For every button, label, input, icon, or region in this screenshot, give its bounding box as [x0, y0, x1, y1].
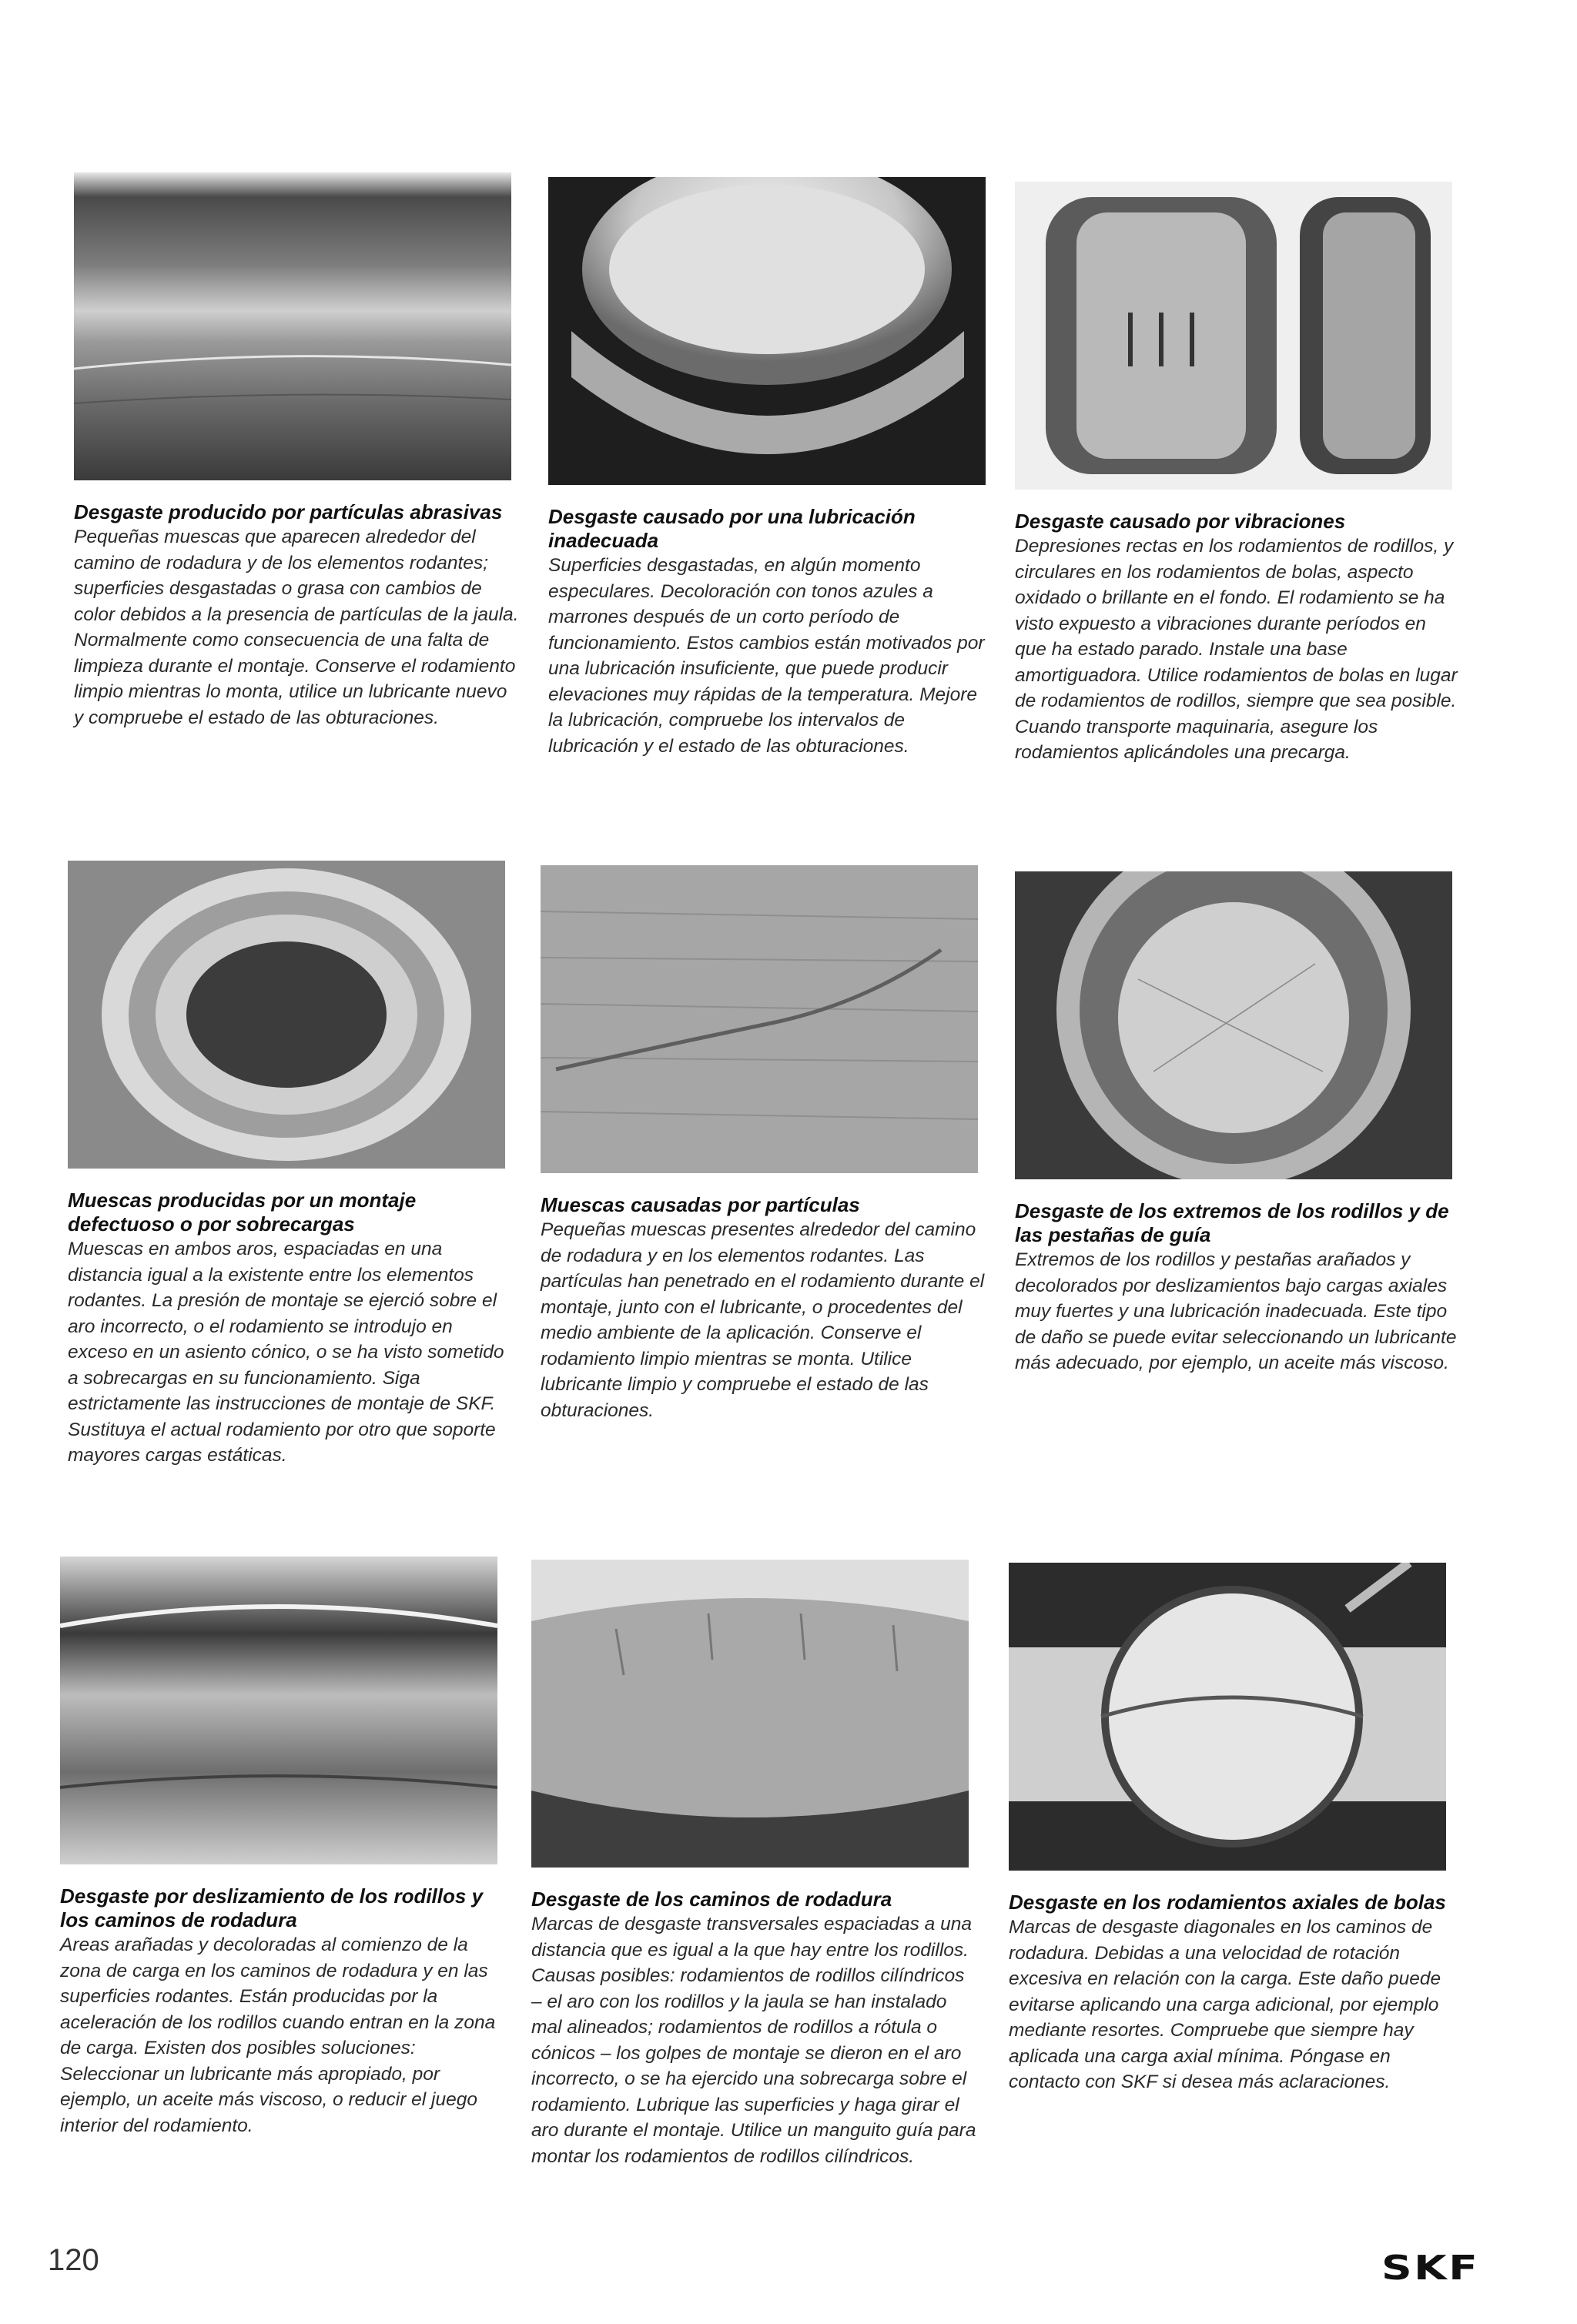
entry-text: Marcas de desgaste transversales espaciadas a una distancia que es igual a la que hay entre los rodillos. Causas posibles: rodamientos de rodillos cilíndricos – el aro con los rodillos y la jaula se han instalado mal alineados; rodamientos de rodillos a rótula o cónicos – los golpes de montaje se dieron en el aro incorrecto, o se ha ejercido una sobrecarga sobre el rodamiento. Lubrique las superficies y haga girar el aro durante el montaje. Utilice un manguito guía para montar los rodamientos de rodillos cilíndricos. — [531, 1914, 976, 2167]
photo-smearing — [60, 1557, 497, 1864]
entry-title: Desgaste causado por una lubricación inadecuada — [548, 505, 916, 552]
entry-text: Pequeñas muescas presentes alrededor del camino de rodadura y en los elementos rodantes. Las partículas han penetrado en el rodamiento durante el montaje, junto con el lubricante, o procedentes del medio ambiente de la aplicación. Conserve el rodamiento limpio mientras se monta. Utilice lubricante limpio y compruebe el estado de las obturaciones. — [541, 1219, 985, 1421]
entry-mounting-dents — [68, 861, 514, 1469]
entry-raceway-wear — [531, 1560, 978, 2169]
entry-text: Areas arañadas y decoloradas al comienzo de la zona de carga en los caminos de rodadura y en las superficies rodantes. Están producidas por la aceleración de los rodillos cuando entran en la zona de carga. Existen dos posibles soluciones: Seleccionar un lubricante más apropiado, por ejemplo, un aceite más viscoso, o reducir el juego interior del rodamiento. — [60, 1934, 496, 2136]
entry-text: Extremos de los rodillos y pestañas arañados y decolorados por deslizamientos bajo cargas axiales muy fuertes y una lubricación inadecuada. Este tipo de daño se puede evitar seleccionando un lubricante más adecuado, por ejemplo, un aceite más viscoso. — [1015, 1249, 1457, 1373]
entry-title: Desgaste por deslizamiento de los rodillos y los caminos de rodadura — [60, 1884, 484, 1931]
photo-thrust-bearing-wear — [1009, 1563, 1446, 1871]
photo-roller-end-wear — [1015, 871, 1452, 1179]
photo-abrasive-wear — [74, 172, 511, 480]
entry-title: Desgaste de los caminos de rodadura — [531, 1888, 892, 1911]
entry-roller-end-wear — [1015, 871, 1461, 1376]
entry-vibration-wear — [1015, 182, 1461, 766]
photo-vibration-wear — [1015, 182, 1452, 490]
photo-mounting-dents — [68, 861, 505, 1169]
photo-lubrication-wear — [548, 177, 986, 485]
entry-smearing — [60, 1557, 507, 2138]
entry-title: Muescas producidas por un montaje defectuoso o por sobrecargas — [68, 1189, 417, 1236]
entry-particle-dents — [541, 865, 987, 1423]
entry-text: Muescas en ambos aros, espaciadas en una distancia igual a la existente entre los elementos rodantes. La presión de montaje se ejerció sobre el aro incorrecto, o el rodamiento se introdujo en exceso en un asiento cónico, o se ha visto sometido a sobrecargas en su funcionamiento. Siga estrictamente las instrucciones de montaje de SKF. Sustituya el actual rodamiento por otro que soporte mayores cargas estáticas. — [68, 1239, 504, 1466]
entry-title: Desgaste producido por partículas abrasivas — [74, 500, 503, 523]
entry-title: Desgaste de los extremos de los rodillos y de las pestañas de guía — [1015, 1199, 1449, 1246]
entry-text: Pequeñas muescas que aparecen alrededor del camino de rodadura y de los elementos rodantes; superficies desgastadas o grasa con cambios de color debidos a la presencia de partículas de la jaula. Normalmente como consecuencia de una falta de limpieza durante el montaje. Conserve el rodamiento limpio mientras lo monta, utilice un lubricante nuevo y compruebe el estado de las obturaciones. — [74, 527, 519, 728]
entry-abrasive-wear — [74, 172, 521, 731]
entry-text: Depresiones rectas en los rodamientos de rodillos, y circulares en los rodamientos de bolas, aspecto oxidado o brillante en el fondo. El rodamiento se ha visto expuesto a vibraciones durante períodos en que ha estado parado. Instale una base amortiguadora. Utilice rodamientos de bolas en lugar de rodamientos de rodillos, siempre que sea posible. Cuando transporte maquinaria, asegure los rodamientos aplicándoles una precarga. — [1015, 536, 1458, 763]
skf-logo: SKF — [1381, 2249, 1480, 2288]
entry-title: Desgaste causado por vibraciones — [1015, 510, 1346, 533]
entry-lubrication-wear — [548, 177, 995, 759]
entry-title: Muescas causadas por partículas — [541, 1193, 860, 1216]
entry-text: Superficies desgastadas, en algún momento especulares. Decoloración con tonos azules a marrones después de un corto período de funcionamiento. Estos cambios están motivados por una lubricación insuficiente, que puede producir elevaciones muy rápidas de la temperatura. Mejore la lubricación, compruebe los intervalos de lubricación y el estado de las obturaciones. — [548, 555, 985, 757]
photo-raceway-wear — [531, 1560, 969, 1868]
page-number: 120 — [48, 2243, 99, 2277]
entry-title: Desgaste en los rodamientos axiales de bolas — [1009, 1891, 1446, 1914]
entry-text: Marcas de desgaste diagonales en los caminos de rodadura. Debidas a una velocidad de rotación excesiva en relación con la carga. Este daño puede evitarse aplicando una carga adicional, por ejemplo mediante resortes. Compruebe que siempre hay aplicada una carga axial mínima. Póngase en contacto con SKF si desea más aclaraciones. — [1009, 1917, 1441, 2092]
entry-thrust-bearing-wear — [1009, 1563, 1455, 2095]
photo-particle-dents — [541, 865, 978, 1173]
